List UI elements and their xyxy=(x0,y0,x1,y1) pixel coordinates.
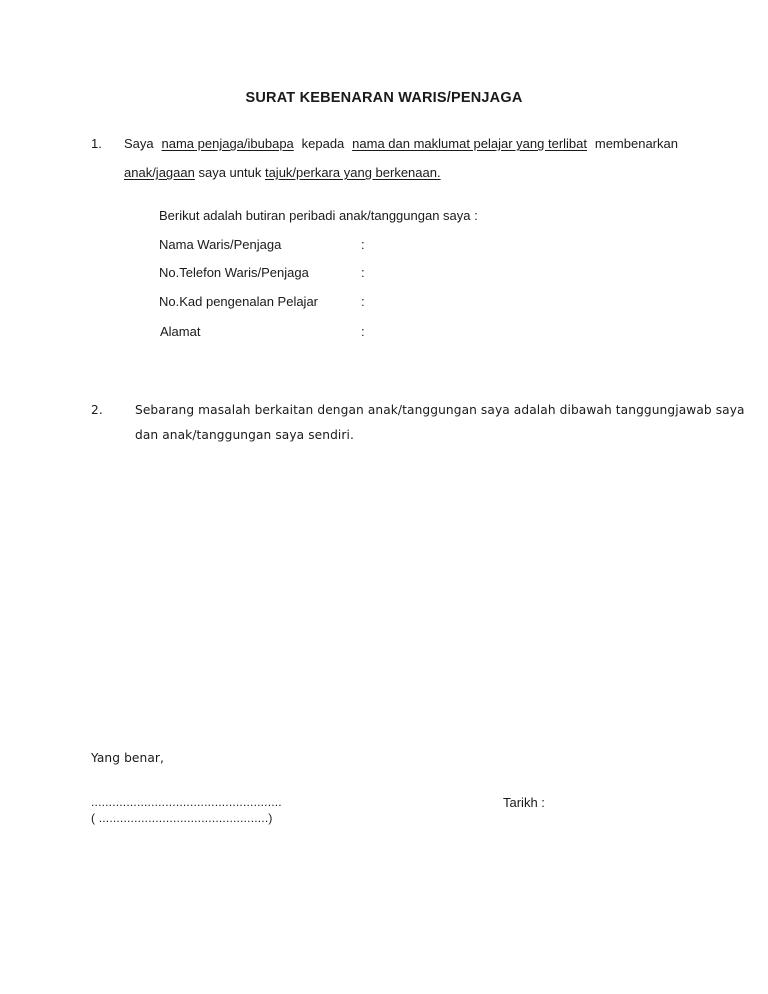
field-label-address: Alamat xyxy=(160,324,201,339)
field-colon-student-ic: : xyxy=(361,294,365,309)
letter-title: SURAT KEBENARAN WARIS/PENJAGA xyxy=(245,90,523,106)
field-label-student-ic: No.Kad pengenalan Pelajar xyxy=(159,294,319,309)
item-1-word-membenarkan: membenarkan xyxy=(594,136,678,151)
item-1-subject-placeholder: tajuk/perkara yang berkenaan. xyxy=(264,165,441,180)
item-1-student-info-placeholder: nama dan maklumat pelajar yang terlibat xyxy=(352,136,588,151)
item-1-child-placeholder: anak/jagaan xyxy=(124,165,195,180)
field-colon-guardian-phone: : xyxy=(361,265,365,280)
field-colon-guardian-name: : xyxy=(361,237,365,252)
item-2-line-1: Sebarang masalah berkaitan dengan anak/tanggungan saya adalah dibawah tanggungjawab saya xyxy=(135,403,745,417)
salutation: Yang benar, xyxy=(91,751,164,765)
item-1-guardian-name-placeholder: nama penjaga/ibubapa xyxy=(161,136,294,151)
item-1-word-saya: Saya xyxy=(124,136,154,151)
name-line: ( ................................................) xyxy=(91,811,273,825)
details-intro: Berikut adalah butiran peribadi anak/tanggungan saya : xyxy=(159,208,478,223)
date-label: Tarikh : xyxy=(503,795,545,810)
item-1-line-2 xyxy=(124,165,441,180)
item-1-line-1 xyxy=(124,136,678,151)
item-2-line-2: dan anak/tanggungan saya sendiri. xyxy=(135,428,354,442)
field-colon-address: : xyxy=(361,324,365,339)
signature-line: ...................................................... xyxy=(91,795,282,809)
field-label-guardian-name: Nama Waris/Penjaga xyxy=(159,237,282,252)
item-1-for-text: saya untuk xyxy=(198,165,262,180)
item-2-number: 2. xyxy=(91,403,103,417)
field-label-guardian-phone: No.Telefon Waris/Penjaga xyxy=(159,265,309,280)
item-1-word-kepada: kepada xyxy=(301,136,345,151)
item-1-number: 1. xyxy=(91,136,102,151)
